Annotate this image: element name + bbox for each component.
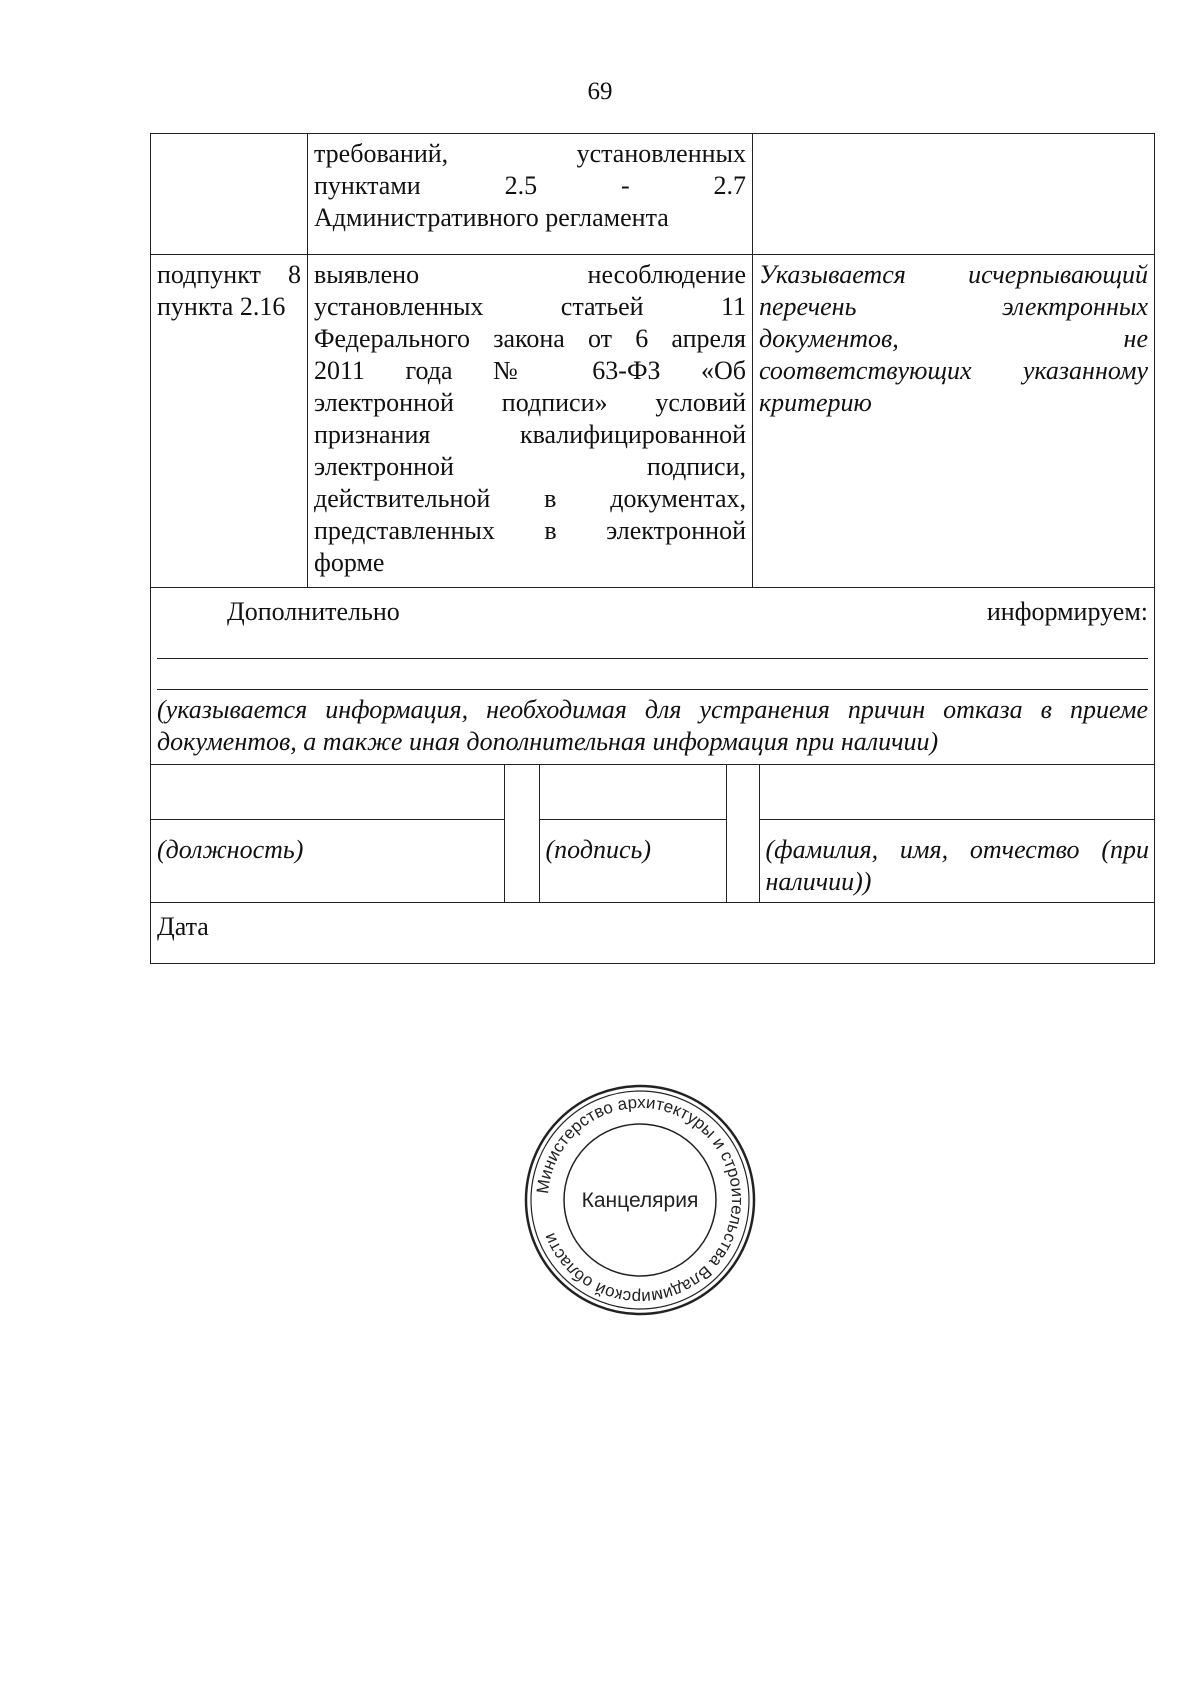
signature-blank — [539, 765, 726, 819]
table-row — [151, 255, 1155, 588]
criterion-clause-cell: подпункт 8 пункта 2.16 — [151, 255, 308, 588]
position-label: (должность) — [151, 819, 504, 902]
criterion-explanation-cell — [753, 134, 1155, 255]
criteria-table — [150, 133, 1155, 964]
date-row — [151, 902, 1155, 963]
table-row — [151, 134, 1155, 255]
blank-line — [157, 661, 1148, 690]
blank-line — [157, 630, 1148, 659]
signature-row — [151, 765, 1155, 903]
stamp-center-text: Канцелярия — [581, 1189, 699, 1212]
stamp-ring-text: Министерство архитектуры и строительства Владимирской области — [533, 1092, 748, 1308]
criterion-description-cell: требований, установленных пунктами 2.5 - 2.7 Административного регламента — [308, 134, 753, 255]
name-blank — [759, 765, 1155, 819]
office-stamp — [520, 1080, 760, 1320]
date-label: Дата — [151, 902, 1155, 963]
signature-label: (подпись) — [539, 819, 726, 902]
position-blank — [151, 765, 504, 819]
criterion-explanation-cell: Указывается исчерпывающий перечень электронных документов, не соответствующих указанному критерию — [753, 255, 1155, 588]
additional-label: Дополнительно — [227, 597, 400, 626]
inform-label: информируем: — [986, 597, 1148, 626]
signature-table — [151, 765, 1155, 902]
additional-info-hint: (указывается информация, необходимая для устранения причин отказа в приеме документов, а также иная дополнительная информация при наличии) — [157, 695, 1148, 756]
additional-info-cell — [151, 588, 1155, 765]
refusal-form — [150, 133, 1154, 964]
criterion-description-cell: выявлено несоблюдение установленных статьей 11 Федерального закона от 6 апреля 2011 года № 63-ФЗ «Об электронной подписи» условий признания квалифицированной электронной подписи, действительной в документах, представленных в электронной форме — [308, 255, 753, 588]
page-number: 69 — [587, 78, 613, 105]
criterion-clause-cell — [151, 134, 308, 255]
additional-info-row — [151, 588, 1155, 765]
name-label: (фамилия, имя, отчество (при наличии)) — [759, 819, 1155, 902]
